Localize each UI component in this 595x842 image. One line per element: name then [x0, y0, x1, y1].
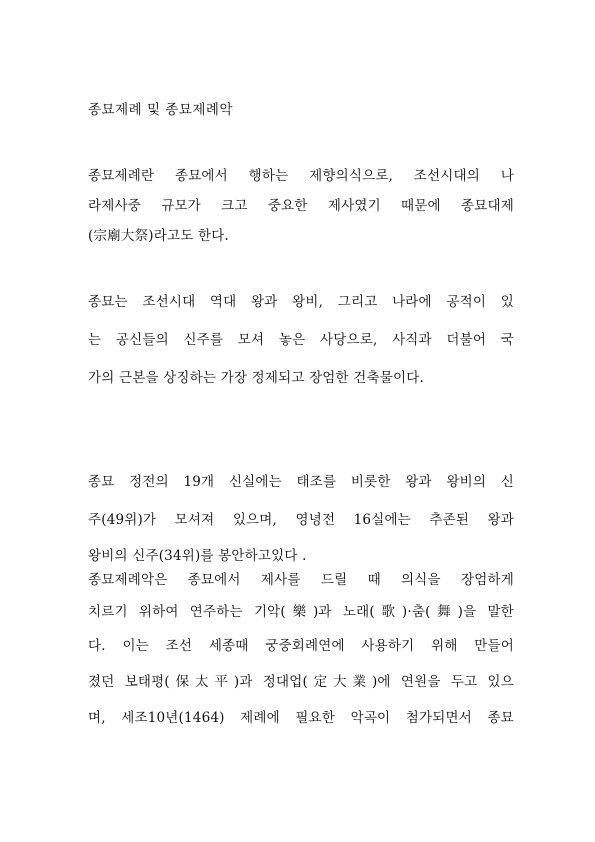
- paragraph-2-line-2: 는 공신들의 신주를 모셔 놓은 사당으로, 사직과 더불어 국: [88, 332, 514, 348]
- paragraph-1-line-1: 종묘제례란 종묘에서 행하는 제향의식으로, 조선시대의 나: [88, 168, 514, 184]
- paragraph-3-line-2: 주(49위)가 모셔져 있으며, 영녕전 16실에는 추존된 왕과: [88, 512, 514, 528]
- paragraph-3-line-7: 졌던 보태평(保太平)과 정대업(定大業)에 연원을 두고 있으: [88, 674, 514, 690]
- paragraph-3-line-3: 왕비의 신주(34위)를 봉안하고있다 .: [88, 548, 307, 564]
- paragraph-3-line-1: 종묘 정전의 19개 신실에는 태조를 비롯한 왕과 왕비의 신: [88, 474, 514, 490]
- paragraph-3-line-8: 며, 세조10년(1464) 제례에 필요한 악곡이 첨가되면서 종묘: [88, 710, 514, 726]
- paragraph-3-line-6: 다. 이는 조선 세종때 궁중회례연에 사용하기 위해 만들어: [88, 638, 514, 654]
- paragraph-2-line-1: 종묘는 조선시대 역대 왕과 왕비, 그리고 나라에 공적이 있: [88, 294, 514, 310]
- paragraph-3-line-5: 치르기 위하여 연주하는 기악(樂)과 노래(歌)·춤(舞)을 말한: [88, 604, 514, 620]
- paragraph-1-line-2: 라제사중 규모가 크고 중요한 제사였기 때문에 종묘대제: [88, 198, 514, 214]
- paragraph-3-line-4: 종묘제례악은 종묘에서 제사를 드릴 때 의식을 장엄하게: [88, 572, 514, 588]
- paragraph-2-line-3: 가의 근본을 상징하는 가장 정제되고 장엄한 건축물이다.: [88, 370, 424, 386]
- document-title: 종묘제례 및 종묘제례악: [88, 102, 233, 118]
- paragraph-1-line-3: (宗廟大祭)라고도 한다.: [88, 228, 229, 244]
